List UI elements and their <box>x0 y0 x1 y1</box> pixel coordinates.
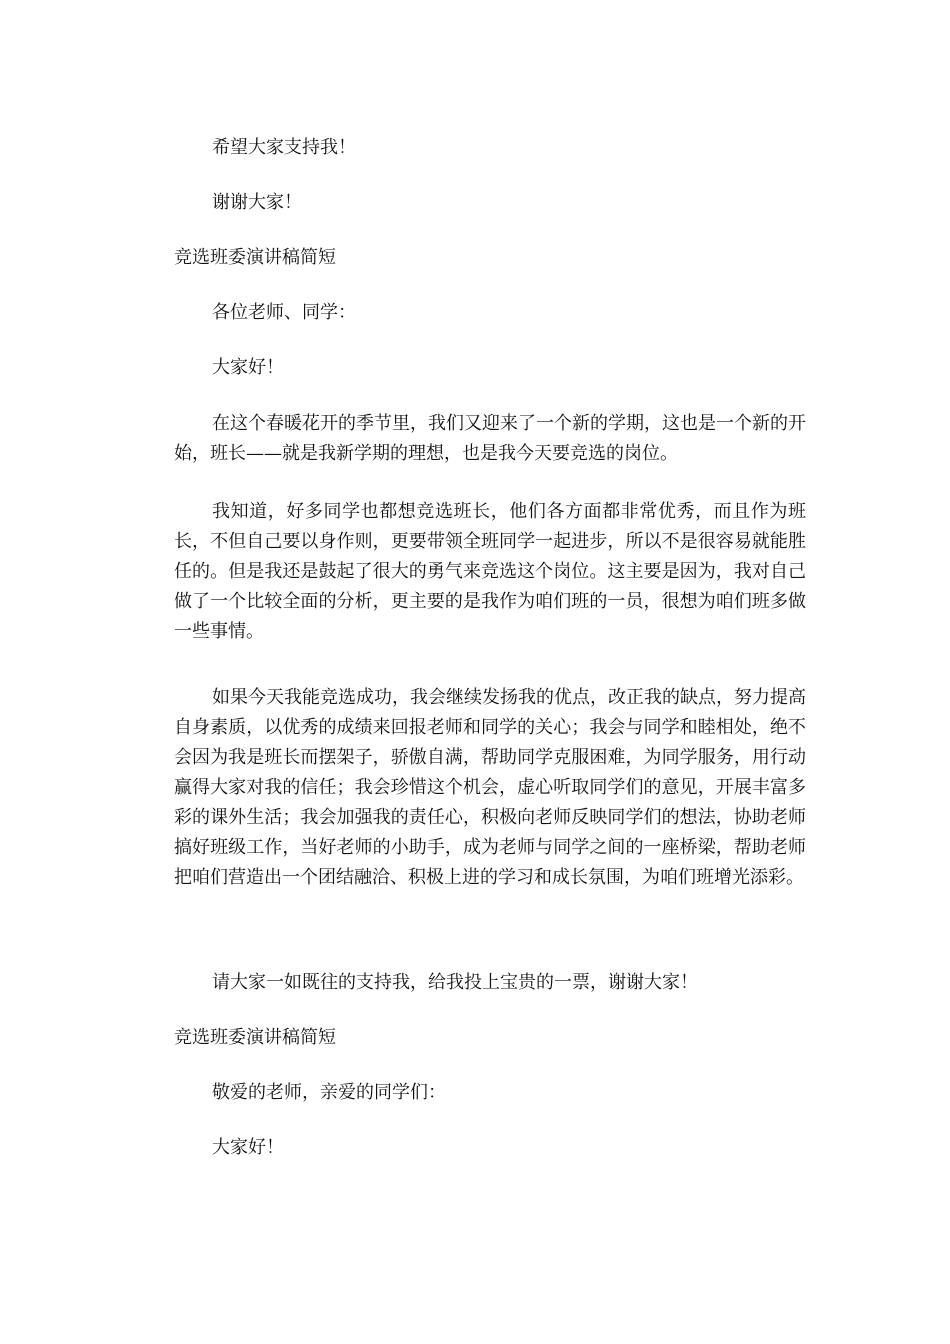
body-paragraph: 如果今天我能竞选成功，我会继续发扬我的优点，改正我的缺点，努力提高自身素质，以优秀的成绩来回报老师和同学的关心；我会与同学和睦相处，绝不会因为我是班长而摆架子，骄傲自满，帮助同学克服困难，为同学服务，用行动赢得大家对我的信任；我会珍惜这个机会，虚心听取同学们的意见，开展丰富多彩的课外生活；我会加强我的责任心，积极向老师反映同学们的想法，协助老师搞好班级工作，当好老师的小助手，成为老师与同学之间的一座桥梁，帮助老师把咱们营造出一个团结融洽、积极上进的学习和成长氛围，为咱们班增光添彩。 <box>174 687 806 888</box>
body-paragraph: 在这个春暖花开的季节里，我们又迎来了一个新的学期，这也是一个新的开始，班长——就是我新学期的理想，也是我今天要竞选的岗位。 <box>174 413 806 464</box>
closing-thanks-line: 谢谢大家！ <box>212 192 302 213</box>
closing-support-line: 希望大家支持我！ <box>212 137 356 158</box>
salutation-line: 敬爱的老师，亲爱的同学们： <box>212 1082 446 1103</box>
body-paragraph: 我知道，好多同学也都想竞选班长，他们各方面都非常优秀，而且作为班长，不但自己要以身作则，更要带领全班同学一起进步，所以不是很容易就能胜任的。但是我还是鼓起了很大的勇气来竞选这个岗位。这主要是因为，我对自己做了一个比较全面的分析，更主要的是我作为咱们班的一员，很想为咱们班多做一些事情。 <box>174 501 806 642</box>
section-heading: 竞选班委演讲稿简短 <box>174 247 336 268</box>
section-heading: 竞选班委演讲稿简短 <box>174 1027 336 1048</box>
greeting-line: 大家好！ <box>212 1137 284 1158</box>
appeal-line: 请大家一如既往的支持我，给我投上宝贵的一票，谢谢大家！ <box>212 972 698 993</box>
salutation-line: 各位老师、同学： <box>212 302 356 323</box>
greeting-line: 大家好！ <box>212 357 284 378</box>
